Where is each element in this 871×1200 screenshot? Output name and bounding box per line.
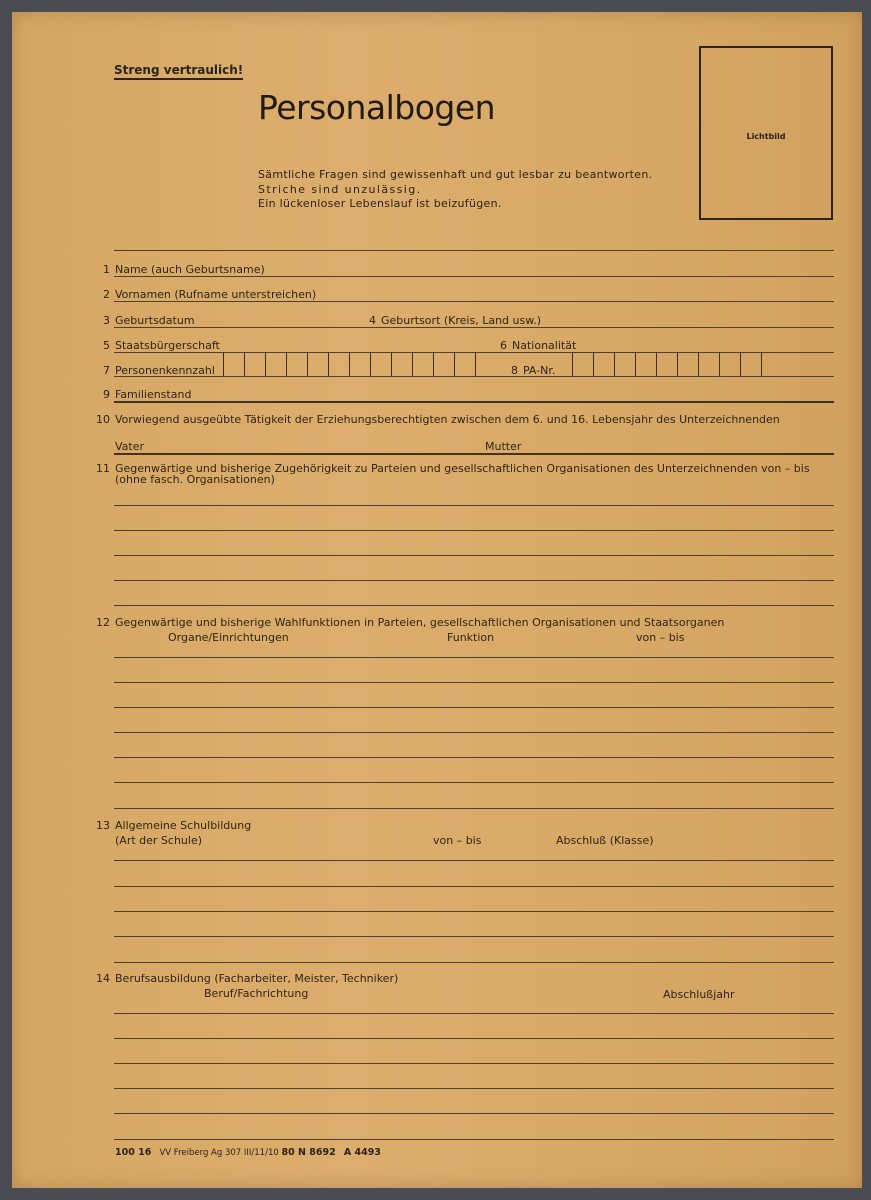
digit-box[interactable] — [223, 352, 244, 376]
field-number: 14 — [96, 972, 110, 985]
field-number: 9 — [103, 388, 110, 401]
field-birth-line[interactable] — [114, 327, 834, 328]
field-number: 2 — [103, 288, 110, 301]
field-number: 13 — [96, 819, 110, 832]
writing-line[interactable] — [114, 936, 834, 937]
instruction-line: Striche sind unzulässig. — [258, 182, 422, 196]
digit-box[interactable] — [286, 352, 307, 376]
digit-box[interactable] — [265, 352, 286, 376]
writing-line[interactable] — [114, 1013, 834, 1014]
digit-box[interactable] — [370, 352, 391, 376]
photo-box[interactable] — [699, 46, 833, 220]
instructions — [258, 168, 652, 212]
writing-line[interactable] — [114, 1113, 834, 1114]
digit-box[interactable] — [635, 352, 656, 376]
divider — [114, 250, 834, 251]
writing-line[interactable] — [114, 732, 834, 733]
field-number: 10 — [96, 413, 110, 426]
field-number: 5 — [103, 339, 110, 352]
column-father: Vater — [115, 440, 145, 453]
field-number: 12 — [96, 616, 110, 629]
field-sublabel-schooling: (Art der Schule) — [115, 834, 203, 847]
instruction-line: Sämtliche Fragen sind gewissenhaft und gut lesbar zu beantworten. — [258, 168, 653, 181]
digit-box[interactable] — [391, 352, 412, 376]
digit-box[interactable] — [572, 352, 593, 376]
field-label-name: Name (auch Geburtsname) — [115, 263, 265, 276]
column-mother: Mutter — [485, 440, 522, 453]
order-number: 80 N 8692 — [281, 1147, 336, 1158]
writing-line[interactable] — [114, 886, 834, 887]
field-sublabel-memberships: (ohne fasch. Organisationen) — [115, 473, 275, 486]
confidential-heading: Streng vertraulich! — [114, 63, 243, 80]
digit-box[interactable] — [475, 352, 476, 376]
column-function: Funktion — [447, 631, 495, 644]
field-number: 6 — [500, 339, 507, 352]
digit-box[interactable] — [328, 352, 349, 376]
field-label-first-names: Vornamen (Rufname unterstreichen) — [115, 288, 317, 301]
field-number: 7 — [103, 364, 110, 377]
writing-line[interactable] — [114, 1088, 834, 1089]
writing-line[interactable] — [114, 580, 834, 581]
column-graduation-year: Abschlußjahr — [663, 988, 735, 1001]
digit-box[interactable] — [719, 352, 740, 376]
writing-line[interactable] — [114, 657, 834, 658]
field-label-nationality: Nationalität — [512, 339, 577, 352]
field-label-marital-status: Familienstand — [115, 388, 192, 401]
digit-box[interactable] — [614, 352, 635, 376]
writing-line[interactable] — [114, 962, 834, 963]
writing-line[interactable] — [114, 757, 834, 758]
writing-line[interactable] — [114, 605, 834, 606]
digit-box[interactable] — [244, 352, 265, 376]
digit-box[interactable] — [677, 352, 698, 376]
print-imprint — [115, 1147, 381, 1158]
writing-line[interactable] — [114, 808, 834, 809]
digit-box[interactable] — [307, 352, 328, 376]
field-label-elected-functions: Gegenwärtige und bisherige Wahlfunktionen in Parteien, gesellschaftlichen Organisationen und Staatsorganen — [115, 616, 725, 629]
writing-line[interactable] — [114, 911, 834, 912]
field-label-vocational: Berufsausbildung (Facharbeiter, Meister, Techniker) — [115, 972, 399, 985]
digit-box[interactable] — [412, 352, 433, 376]
column-organs: Organe/Einrichtungen — [168, 631, 289, 644]
writing-line[interactable] — [114, 530, 834, 531]
field-label-citizenship: Staatsbürgerschaft — [115, 339, 220, 352]
writing-line[interactable] — [114, 1139, 834, 1140]
field-first-names-line[interactable] — [114, 301, 834, 302]
field-label-personal-id: Personenkennzahl — [115, 364, 215, 377]
digit-box[interactable] — [593, 352, 614, 376]
field-number: 4 — [369, 314, 376, 327]
column-profession: Beruf/Fachrichtung — [204, 987, 309, 1000]
printer-info: VV Freiberg Ag 307 III/11/10 — [159, 1148, 279, 1158]
field-label-pa-number: PA-Nr. — [523, 364, 556, 377]
digit-box[interactable] — [698, 352, 719, 376]
writing-line[interactable] — [114, 707, 834, 708]
writing-line[interactable] — [114, 1063, 834, 1064]
column-from-to: von – bis — [433, 834, 482, 847]
field-guardians-line[interactable] — [114, 453, 834, 455]
field-number: 8 — [511, 364, 518, 377]
column-from-to: von – bis — [636, 631, 685, 644]
a-number: A 4493 — [343, 1147, 381, 1158]
column-graduation: Abschluß (Klasse) — [556, 834, 654, 847]
field-number: 1 — [103, 263, 110, 276]
writing-line[interactable] — [114, 782, 834, 783]
field-number: 11 — [96, 462, 110, 475]
form-code: 100 16 — [115, 1147, 152, 1158]
field-label-schooling: Allgemeine Schulbildung — [115, 819, 252, 832]
field-marital-line[interactable] — [114, 401, 834, 403]
field-number: 3 — [103, 314, 110, 327]
digit-box[interactable] — [433, 352, 454, 376]
page-title: Personalbogen — [258, 88, 496, 127]
digit-box[interactable] — [740, 352, 761, 376]
field-label-guardians: Vorwiegend ausgeübte Tätigkeit der Erziehungsberechtigten zwischen dem 6. und 16. Lebensjahr des Unterzeichnenden — [115, 413, 780, 426]
instruction-line: Ein lückenloser Lebenslauf ist beizufügen. — [258, 197, 502, 210]
field-label-birth-place: Geburtsort (Kreis, Land usw.) — [381, 314, 542, 327]
photo-label: Lichtbild — [746, 132, 786, 141]
digit-box[interactable] — [761, 352, 762, 376]
writing-line[interactable] — [114, 860, 834, 861]
writing-line[interactable] — [114, 505, 834, 506]
writing-line[interactable] — [114, 682, 834, 683]
digit-box[interactable] — [656, 352, 677, 376]
field-label-birth-date: Geburtsdatum — [115, 314, 195, 327]
digit-box[interactable] — [349, 352, 370, 376]
field-id-line[interactable] — [114, 376, 834, 377]
field-label-memberships: Gegenwärtige und bisherige Zugehörigkeit zu Parteien und gesellschaftlichen Organisationen des Unterzeichnenden von – bis — [115, 462, 810, 475]
writing-line[interactable] — [114, 555, 834, 556]
digit-box[interactable] — [454, 352, 475, 376]
field-name-line[interactable] — [114, 276, 834, 277]
writing-line[interactable] — [114, 1038, 834, 1039]
